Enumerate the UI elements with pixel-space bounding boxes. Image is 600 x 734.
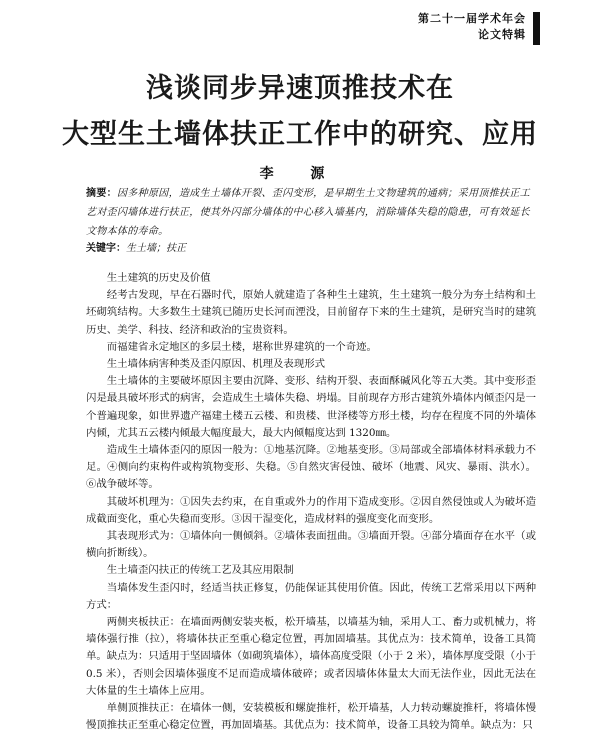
paragraph: 当墙体发生歪闪时，经适当扶正修复，仍能保证其使用价值。因此，传统工艺常采用以下两种方式： (86, 581, 536, 611)
author: 李 源 (259, 166, 341, 182)
paragraph: 两侧夹板扶正：在墙面两侧安装夹板，松开墙基，以墙基为轴，采用人工、畜力或机械力，将墙体强行推（拉），将墙体扶正至重心稳定位置，再加固墙基。其优点为：技术简单，设备工具简单。缺点为：只适用于坚固墙体（如砌筑墙体），墙体高度受限（小于 2 米），墙体厚度受限（小于 0.5 米），否则会因墙体强度不足而造成墙体破碎；或者因墙体体量太大而无法作业，因此无法在大体量的生土墙体上应用。 (86, 616, 536, 697)
abstract-text: 因多种原因，造成生土墙体开裂、歪闪变形，是早期生土文物建筑的通病；采用顶推扶正工艺对歪闪墙体进行扶正，使其外闪部分墙体的中心移入墙基内，消除墙体失稳的隐患，可有效延长文物本体的寿命。 (86, 188, 530, 237)
paragraph: 而福建省永定地区的多层土楼，堪称世界建筑的一个奇迹。 (106, 340, 377, 353)
journal-header (418, 11, 526, 43)
keywords-label: 关键字： (86, 243, 126, 254)
journal-header-line1: 第二十一届学术年会 (418, 12, 526, 25)
paper-title-line2: 大型生土墙体扶正工作中的研究、应用 (62, 119, 538, 150)
paragraph: 造成生土墙体歪闪的原因一般为：①地基沉降。②地基变形。③局部或全部墙体材料承载力不足。④侧向约束构件或构筑物变形、失稳。⑤自然灾害侵蚀、破坏（地震、风灾、暴雨、洪水）。⑥战争破坏等。 (86, 444, 536, 491)
paragraph: 单侧顶推扶正：在墙体一侧，安装模板和螺旋推杆，松开墙基，人力转动螺旋推杆，将墙体慢慢顶推扶正至重心稳定位置，再加固墙基。其优点为：技术简单，设备工具较为简单。缺点为：只 (86, 702, 536, 732)
paragraph: 生土墙体的主要破坏原因主要由沉降、变形、结构开裂、表面酥碱风化等五大类。其中变形歪闪是最具破坏形式的病害，会造成生土墙体失稳、坍塌。目前现存方形古建筑外墙体内倾歪闪是一个普遍现象，如世界遗产福建土楼五云楼、和贵楼、世泽楼等方形土楼，均存在程度不同的外墙体内倾，尤其五云楼内倾最大幅度最大，最大内倾幅度达到 1320㎜。 (86, 375, 536, 439)
paper-title-line1: 浅谈同步异速顶推技术在 (146, 73, 454, 104)
abstract (86, 184, 530, 241)
section-heading: 生土建筑的历史及价值 (106, 272, 211, 284)
header-bar-decoration (533, 12, 540, 45)
journal-header-line2: 论文特辑 (478, 28, 526, 41)
paragraph: 其表现形式为：①墙体向一侧倾斜。②墙体表面扭曲。③墙面开裂。④部分墙面存在水平（或横向折断线）。 (86, 530, 536, 560)
paragraph: 经考古发现，早在石器时代，原始人就建造了各种生土建筑，生土建筑一般分为夯土结构和土坯砌筑结构。大多数生土建筑已随历史长河而湮没，目前留存下来的生土建筑，是研究当时的建筑历史、美学、科技、经济和政治的宝贵资料。 (86, 289, 536, 336)
body-text (86, 270, 536, 734)
keywords-text: 生土墙；扶正 (126, 243, 186, 254)
keywords (86, 241, 530, 257)
section-heading: 生土墙歪闪扶正的传统工艺及其应用限制 (106, 564, 294, 577)
paragraph: 其破坏机理为：①因失去约束，在自重或外力的作用下造成变形。②因自然侵蚀或人为破坏造成截面变化，重心失稳而变形。③因干湿变化，造成材料的强度变化而变形。 (86, 495, 536, 525)
abstract-label: 摘要： (86, 188, 117, 199)
section-heading: 生土墙体病害种类及歪闪原因、机理及表现形式 (106, 358, 325, 371)
